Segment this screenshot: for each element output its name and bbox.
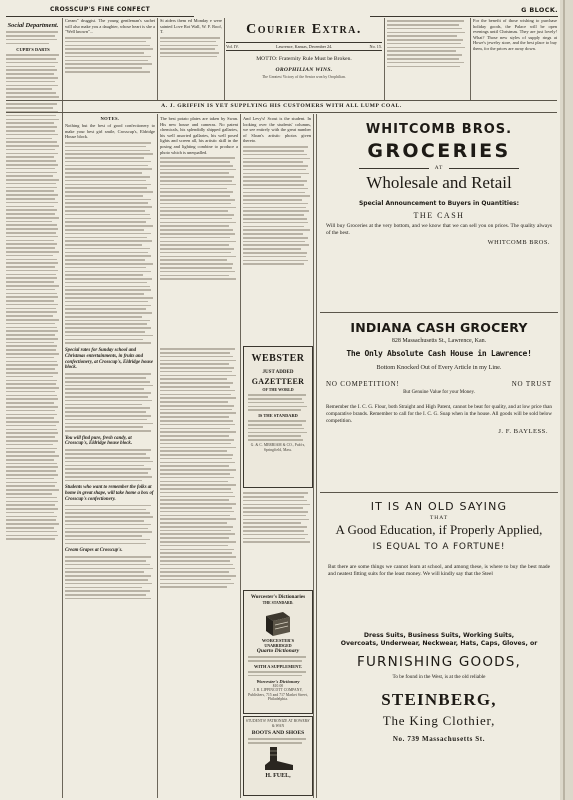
right-top-notice-text: For the benefit of those wishing to purchase holiday goods, the Palace will be open evenings until Christmas. They are just lovely! What? Those new styles of supply rings at Howe's jewelry store, and the best place to buy them, for the prices are away down. [473,18,557,51]
notes-body-5 [65,556,155,599]
worcester-ad [243,590,313,714]
boot-illustration [260,746,296,772]
top-rule [6,100,557,101]
page-fold [563,0,565,800]
notes-body-4 [65,505,155,544]
top-column-2-text: Cream" druggist. The young gentleman's sachet will also make you a daughter, whose heart is she a "Well known"... [65,18,155,35]
masthead-motto: MOTTO: Fraternity Rule Must be Broken. [256,56,352,62]
dress-line-2: Overcoats, Underwear, Neckwear, Hats, Caps, Gloves, or [340,640,538,647]
right-top-filler [387,20,467,67]
notes-heading: NOTES. [100,116,120,121]
saying-line-1: IT IS AN OLD SAYING [370,500,508,513]
column-6-lower-body [243,492,311,543]
saying-body: But there are some things we cannot learn at school, and among these, is where to buy the best made and neatest fitting suits for the least money. We will kindly say that the Steel [328,564,550,578]
whitcomb-at: AT [434,165,444,171]
left-banner [6,6,194,17]
worcester-the-standard: THE STANDARD. [262,601,294,605]
worcester-name: WORCESTER'S [261,638,295,643]
column-divider [240,114,241,798]
right-top-column [387,18,467,98]
masthead [226,14,382,100]
webster-title: WEBSTER [251,353,305,364]
ad-rule [320,312,558,313]
worcester-title: Worcester's Dictionaries [250,594,306,600]
column-5-lower-body [160,348,238,588]
masthead-title: Courier Extra. [246,22,362,37]
notes-body-3 [65,449,155,481]
webster-body [248,394,308,411]
dress-line-1: Dress Suits, Business Suits, Working Suits, [363,632,515,639]
banner-rule [6,112,557,113]
webster-ad [243,346,313,488]
webster-gazetteer: GAZETTEER [251,377,305,386]
social-column [6,18,60,718]
whitcomb-cash: THE CASH [413,211,465,220]
whitcomb-at-line-left [359,168,429,169]
indiana-knocked: Bottom Knocked Out of Every Article in my Line. [376,364,502,371]
cupid-heading: CUPID'S DARTS [16,47,50,53]
masthead-dateline [226,42,382,51]
social-body-text [6,54,60,540]
saying-ad [320,494,558,628]
masthead-vol: Vol. IV. [226,44,239,49]
dress-ad [320,628,558,798]
notes-special-1: Special rates for Sunday school and Christmas entertainments, in fruits and confectionery, at Crosscup's, Eldridge house block. [65,347,154,371]
masthead-subtitle: The Greatest Victory of the Senior won by Orophilian. [262,75,346,79]
ad-rule [320,492,558,493]
indiana-title: INDIANA CASH GROCERY [350,320,528,335]
indiana-no-trust: NO TRUST [511,380,552,388]
boots-sign: H. FUEL, [265,772,291,779]
webster-just-added: JUST ADDED [262,370,294,375]
indiana-competition-row [326,380,552,388]
book-icon [263,608,293,638]
dress-west: To be found in the West, is at the old reliable [392,674,486,680]
notes-special-4: Cream Grapes at Crosscup's. [65,548,123,554]
notes-column [65,116,155,796]
notes-body-2 [65,373,155,431]
column-divider [157,114,158,798]
dress-furnishing: FURNISHING GOODS, [356,654,522,670]
column-5-body [160,157,238,280]
webster-of-world: OF THE WORLD [262,387,294,392]
whitcomb-wholesale: Wholesale and Retail [366,173,512,192]
indiana-tagline: The Only Absolute Cash House in Lawrence! [346,349,532,358]
column-6-intro: And Levy's! Scout is the student. In looking over the students' columns, we see entirely with the great number of Sloan's artistic photos given thereto. [243,116,311,144]
worcester-lippincott: J. B. LIPPINCOTT COMPANY, Publishers, 715 and 717 Market Street, Philadelphia. [248,688,308,702]
whitcomb-sign: WHITCOMB BROS. [487,239,550,246]
notes-special-2: You will find pure, fresh candy, at Crosscup's, Eldridge house block. [65,435,133,447]
column-6 [243,116,311,346]
worcester-quarto: Quarto Dictionary [256,648,300,654]
indiana-ad [320,314,558,490]
masthead-orophilian: OROPHILIAN WINS. [275,67,333,73]
dress-steinberg: STEINBERG, [381,690,497,709]
boots-body [248,738,308,743]
column-divider [224,18,225,100]
indiana-body: Remember the I. C. G. Flour, both Straight and High Patent, cannot be beat for quality, and at low price than comparative brands. Remember to call for the I. C. G. Soap when in the house. All goods will be sold below competition. [326,404,552,424]
notes-special-3: Students who want to remember the folks at home in great shape, will take home a box of Crosscup's confectionery. [65,485,154,502]
notes-para-1: Nothing but the best of good confectionery to make your best girl smile, Crosscup's, Eldridge House block. [65,123,155,140]
left-banner-text: CROSSCUP'S FINE CONFECT [49,6,151,13]
right-top-notice [473,18,557,98]
worcester-book-illustration [263,608,293,638]
worcester-price: $10.00 [272,683,284,688]
social-text-block [6,31,60,44]
indiana-address: 828 Massachusetts St., Lawrence, Kan. [391,338,487,344]
column-divider [313,114,314,798]
worcester-dictionary-2: Worcester's Dictionary [256,678,300,684]
boots-title: BOOTS AND SHOES [251,730,305,737]
whitcomb-ad [320,116,558,312]
page-right-margin [560,0,573,800]
column-5-intro: The best potato plates are taken by Swan. His new house and cameras. No patent chemicals, his splendidly shipped gallaries, his well assorted gallaries, his well posed lights and screen all, his artistic skill in the posing and lighting combine to produce a photo which is unequalled. [160,116,238,155]
dress-address: No. 739 Massachusetts St. [392,735,486,743]
whitcomb-name: WHITCOMB BROS. [365,122,513,137]
webster-standard: IS THE STANDARD [258,413,298,419]
saying-line-3: IS EQUAL TO A FORTUNE! [372,542,506,552]
masthead-number: No. 15. [369,44,382,49]
coal-banner [6,102,557,112]
worcester-unabridged: UNABRIDGED [264,643,292,648]
column-6-body [243,146,311,265]
boot-icon [260,746,296,772]
column-divider [470,18,471,100]
top-column-3-body [160,37,222,58]
whitcomb-at-row [320,165,558,171]
indiana-solicit: But Genuine Value for your Money. [403,390,475,395]
masthead-place-date: Lawrence, Kansas, December 24. [276,44,333,49]
right-banner [370,6,558,17]
worcester-supplement: WITH A SUPPLEMENT. [253,663,303,669]
column-divider [384,18,385,100]
whitcomb-special: Special Announcement to Buyers in Quantities: [358,200,520,207]
column-6-lower [243,490,311,590]
column-divider [157,18,158,100]
social-heading: Social Department. [7,22,59,29]
top-column-3 [160,18,222,98]
dress-clothier: The King Clothier, [382,713,496,728]
worcester-body [248,656,308,661]
webster-merriam: G. & C. MERRIAM & CO., Pub'rs, Springfield, Mass. [250,442,306,452]
webster-body-2 [248,420,308,441]
column-divider [316,114,317,798]
whitcomb-at-line-right [449,168,519,169]
coal-banner-text: A. J. GRIFFIN IS YET SUPPLYING HIS CUSTOMERS WITH ALL LUMP COAL. [161,103,402,109]
column-5-lower [160,346,238,706]
top-column-3-text: St aiders them ed Monday e were sainted Love Rot Wall, W. F. Roof, T. [160,18,222,35]
indiana-sign: J. F. BAYLESS. [498,428,548,436]
boots-students: STUDENTS! PATRONIZE AT BOWERS' & WAN [245,719,311,728]
whitcomb-groceries: GROCERIES [367,140,511,162]
saying-line-2: A Good Education, if Properly Applied, [335,522,543,537]
saying-that: THAT [429,515,449,521]
column-divider [62,18,63,798]
top-column-2 [65,18,155,98]
notes-body-1 [65,142,155,344]
right-banner-text: G BLOCK. [521,6,558,14]
top-column-2-body [65,37,155,73]
worcester-body-2 [248,671,308,676]
indiana-no-competition: NO COMPETITION! [326,380,400,388]
boots-ad [243,716,313,796]
column-5 [160,116,238,346]
whitcomb-body: Will buy Groceries at the very bottom, and we know that we can sell you on prices. The quality always of the best. [326,223,552,236]
